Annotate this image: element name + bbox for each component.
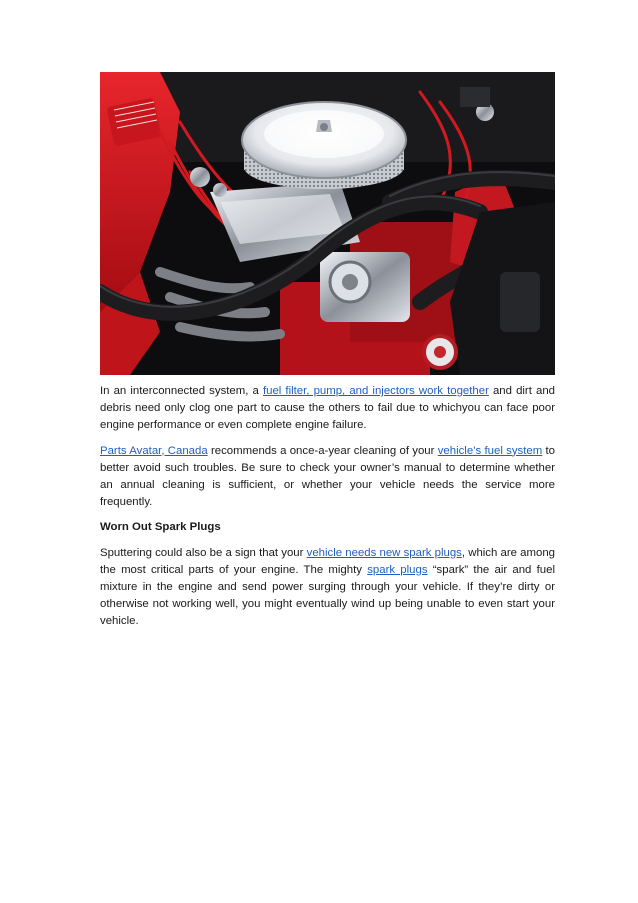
section-heading: Worn Out Spark Plugs	[100, 521, 221, 534]
p3-before: Sputtering could also be a sign that your	[100, 546, 307, 559]
p2-mid: recommends a once-a-year cleaning of your	[207, 444, 438, 457]
paragraph-spark-plugs	[100, 545, 555, 631]
p1-before: In an interconnected system, a	[100, 385, 263, 397]
link-parts-avatar[interactable]: Parts Avatar, Canada	[100, 444, 208, 457]
link-vehicle-fuel-system[interactable]: vehicle’s fuel system	[437, 444, 543, 457]
p3-mid: , which are among the most critical parts of your engine. The mighty	[100, 546, 556, 576]
p2-after: to better avoid such troubles. Be sure to check your owner’s manual to determine whether an annual cleaning is sufficient, or whether your vehicle needs the service more frequently.	[100, 444, 556, 509]
paragraph-cleaning	[100, 443, 555, 512]
car-engine-photo	[100, 72, 555, 375]
link-spark-plugs[interactable]: spark plugs	[367, 563, 428, 576]
p1-after: and dirt and debris need only clog one part to cause the others to fail due to whichyou can face poor engine performance or even complete engine failure.	[100, 385, 555, 432]
engine-illustration	[100, 72, 555, 375]
link-new-spark-plugs[interactable]: vehicle needs new spark plugs	[306, 546, 462, 559]
paragraph-fuel-system	[100, 383, 555, 435]
link-fuel-filter[interactable]: fuel filter, pump, and injectors work together	[262, 385, 489, 397]
article-body	[100, 383, 555, 639]
p3-after: “spark” the air and fuel mixture in the engine and send power surging through your vehicle. If they’re dirty or otherwise not working well, you might eventually wind up being unable to even start your vehicle.	[100, 563, 555, 628]
